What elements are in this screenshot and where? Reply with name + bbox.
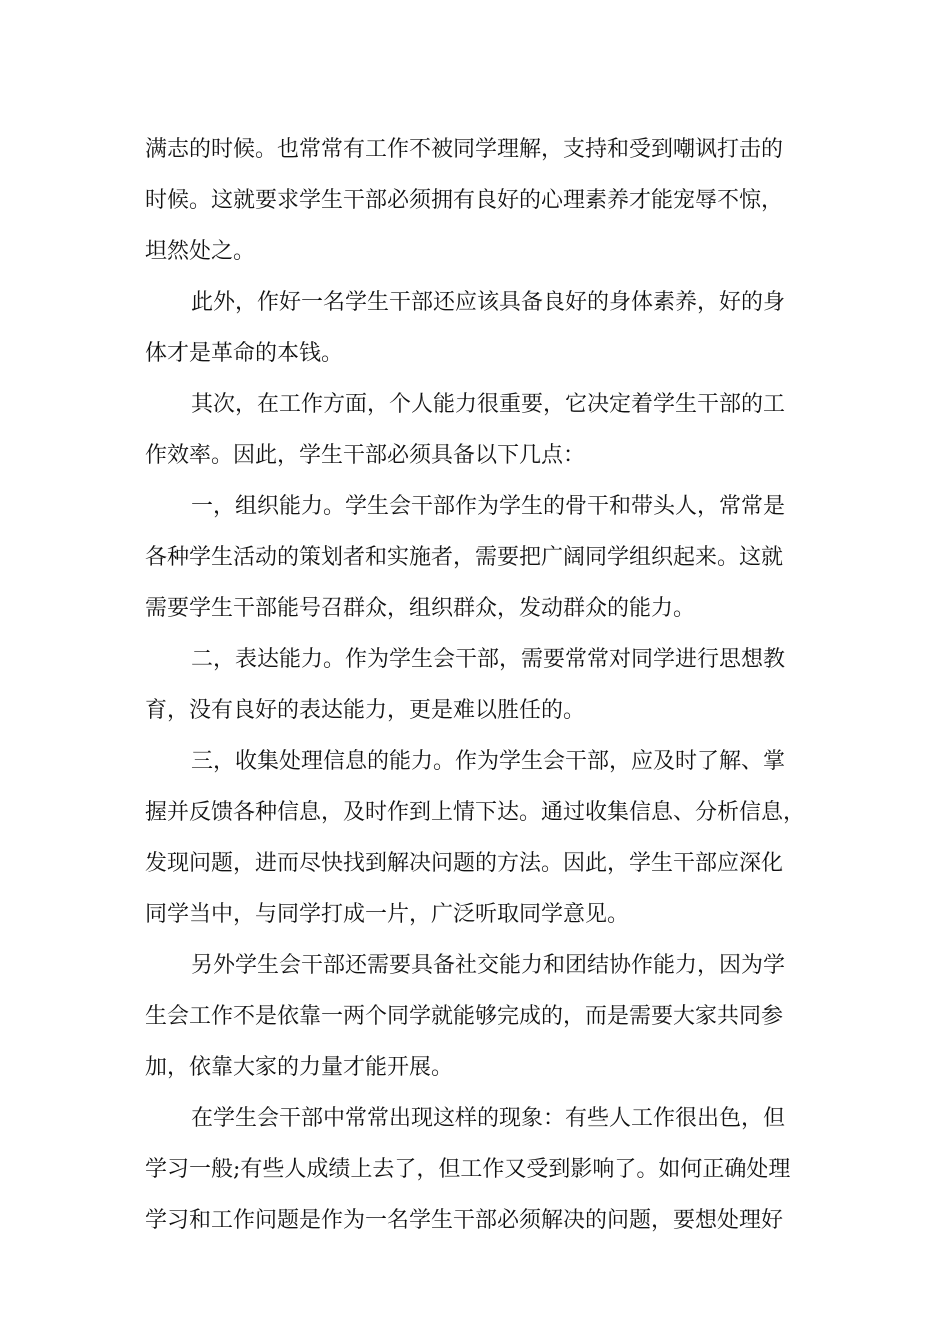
text-line: 学习一般;有些人成绩上去了，但工作又受到影响了。如何正确处理 — [145, 1157, 791, 1182]
text-line: 坦然处之。 — [145, 239, 256, 264]
text-line: 作效率。因此，学生干部必须具备以下几点： — [145, 443, 586, 468]
text-line: 育，没有良好的表达能力，更是难以胜任的。 — [145, 698, 586, 723]
text-line: 二，表达能力。作为学生会干部，需要常常对同学进行思想教 — [191, 647, 786, 672]
text-line: 握并反馈各种信息，及时作到上情下达。通过收集信息、分析信息， — [145, 800, 806, 825]
text-line: 其次，在工作方面，个人能力很重要，它决定着学生干部的工 — [191, 392, 786, 417]
text-line: 加，依靠大家的力量才能开展。 — [145, 1055, 454, 1080]
text-line: 各种学生活动的策划者和实施者，需要把广阔同学组织起来。这就 — [145, 545, 784, 570]
text-line: 生会工作不是依靠一两个同学就能够完成的，而是需要大家共同参 — [145, 1004, 784, 1029]
text-line: 此外，作好一名学生干部还应该具备良好的身体素养，好的身 — [191, 290, 786, 315]
text-line: 同学当中，与同学打成一片，广泛听取同学意见。 — [145, 902, 630, 927]
text-line: 体才是革命的本钱。 — [145, 341, 344, 366]
text-line: 三，收集处理信息的能力。作为学生会干部，应及时了解、掌 — [191, 749, 786, 774]
text-line: 在学生会干部中常常出现这样的现象：有些人工作很出色，但 — [191, 1106, 786, 1131]
text-line: 满志的时候。也常常有工作不被同学理解，支持和受到嘲讽打击的 — [145, 137, 784, 162]
text-line: 学习和工作问题是作为一名学生干部必须解决的问题，要想处理好 — [145, 1208, 784, 1233]
text-line: 需要学生干部能号召群众，组织群众，发动群众的能力。 — [145, 596, 696, 621]
text-line: 另外学生会干部还需要具备社交能力和团结协作能力，因为学 — [191, 953, 786, 978]
text-line: 一，组织能力。学生会干部作为学生的骨干和带头人，常常是 — [191, 494, 786, 519]
text-line: 时候。这就要求学生干部必须拥有良好的心理素养才能宠辱不惊， — [145, 188, 784, 213]
text-line: 发现问题，进而尽快找到解决问题的方法。因此，学生干部应深化 — [145, 851, 784, 876]
